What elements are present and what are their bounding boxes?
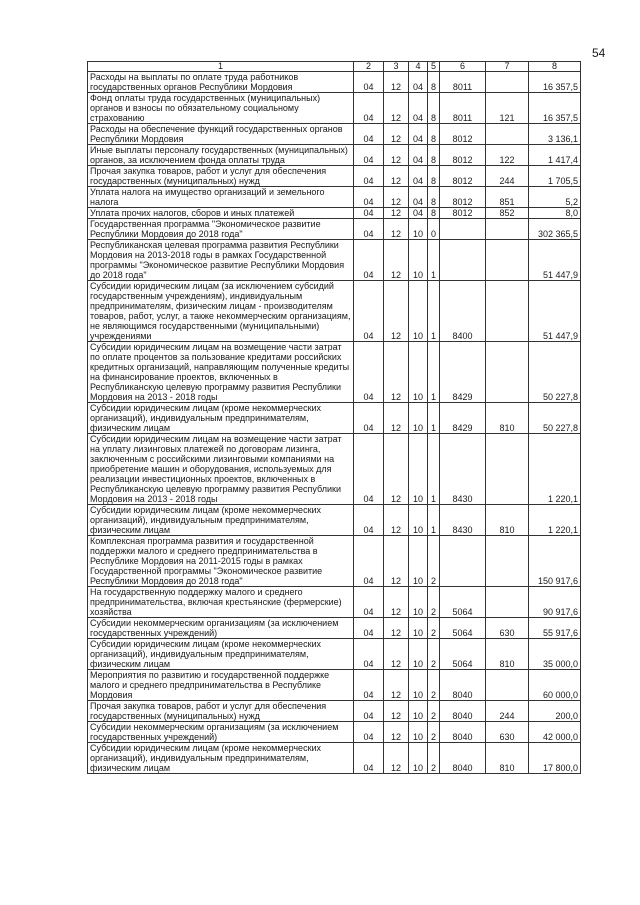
row-amount: 1 417,4: [529, 145, 581, 166]
row-code-7: [486, 72, 529, 93]
col-header-2: 2: [354, 62, 384, 72]
table-row: [88, 342, 581, 403]
row-code-2: 04: [354, 587, 384, 618]
row-code-3: 12: [384, 434, 409, 505]
row-code-2: 04: [354, 434, 384, 505]
row-code-4: 04: [409, 145, 428, 166]
row-code-4: 10: [409, 722, 428, 743]
row-code-7: [486, 342, 529, 403]
budget-table: [87, 61, 581, 774]
row-code-6: 8011: [440, 93, 486, 124]
row-code-4: 10: [409, 670, 428, 701]
row-code-7: 810: [486, 639, 529, 670]
row-code-7: [486, 670, 529, 701]
row-code-4: 04: [409, 208, 428, 219]
row-code-2: 04: [354, 536, 384, 587]
row-code-2: 04: [354, 72, 384, 93]
row-code-7: [486, 536, 529, 587]
row-code-2: 04: [354, 145, 384, 166]
row-code-2: 04: [354, 208, 384, 219]
row-amount: 5,2: [529, 187, 581, 208]
row-code-3: 12: [384, 145, 409, 166]
row-code-5: 2: [428, 670, 440, 701]
row-code-3: 12: [384, 93, 409, 124]
row-name: Государственная программа "Экономическое развитие Республики Мордовия до 2018 года": [88, 219, 354, 240]
row-code-4: 10: [409, 434, 428, 505]
row-code-4: 04: [409, 124, 428, 145]
row-code-2: 04: [354, 93, 384, 124]
table-row: [88, 208, 581, 219]
row-code-4: 10: [409, 618, 428, 639]
table-row: [88, 743, 581, 774]
row-name: Мероприятия по развитию и государственной поддержке малого и среднего предпринимательства в Республике Мордовия: [88, 670, 354, 701]
row-amount: 200,0: [529, 701, 581, 722]
row-amount: 8,0: [529, 208, 581, 219]
row-code-4: 10: [409, 536, 428, 587]
row-code-3: 12: [384, 587, 409, 618]
row-name: Уплата налога на имущество организаций и земельного налога: [88, 187, 354, 208]
row-code-6: 5064: [440, 587, 486, 618]
col-header-7: 7: [486, 62, 529, 72]
row-code-5: 8: [428, 93, 440, 124]
row-code-2: 04: [354, 701, 384, 722]
row-code-4: 10: [409, 639, 428, 670]
row-code-6: 5064: [440, 618, 486, 639]
page-number: 54: [592, 46, 606, 60]
row-code-6: 8012: [440, 208, 486, 219]
row-amount: 150 917,6: [529, 536, 581, 587]
row-code-5: 1: [428, 342, 440, 403]
row-code-6: 8012: [440, 187, 486, 208]
row-code-6: 8429: [440, 342, 486, 403]
row-code-6: 5064: [440, 639, 486, 670]
row-code-3: 12: [384, 639, 409, 670]
row-code-2: 04: [354, 166, 384, 187]
row-code-4: 04: [409, 93, 428, 124]
table-row: [88, 505, 581, 536]
row-amount: 16 357,5: [529, 93, 581, 124]
table-row: [88, 187, 581, 208]
row-code-6: 8400: [440, 281, 486, 342]
row-code-5: 8: [428, 166, 440, 187]
row-code-3: 12: [384, 722, 409, 743]
row-code-6: 8040: [440, 743, 486, 774]
row-name: Прочая закупка товаров, работ и услуг для обеспечения государственных (муниципальных) нужд: [88, 166, 354, 187]
row-code-5: 2: [428, 743, 440, 774]
row-code-7: 810: [486, 403, 529, 434]
row-name: Расходы на выплаты по оплате труда работников государственных органов Республики Мордовия: [88, 72, 354, 93]
row-code-7: [486, 281, 529, 342]
row-code-4: 04: [409, 166, 428, 187]
row-amount: 51 447,9: [529, 281, 581, 342]
row-code-5: 8: [428, 208, 440, 219]
row-name: Комплексная программа развития и государственной поддержки малого и среднего предпринимательства в Республике Мордовия на 2011-2015 годы в рамках Государственной программы "Экономическое развитие Республики Мордовия до 2018 года": [88, 536, 354, 587]
row-code-5: 1: [428, 434, 440, 505]
row-code-5: 1: [428, 403, 440, 434]
row-code-3: 12: [384, 743, 409, 774]
table-row: [88, 618, 581, 639]
row-code-4: 10: [409, 743, 428, 774]
row-code-5: 8: [428, 145, 440, 166]
row-amount: 1 220,1: [529, 505, 581, 536]
row-code-2: 04: [354, 124, 384, 145]
table-row: [88, 587, 581, 618]
table-row: [88, 219, 581, 240]
row-name: Субсидии юридическим лицам на возмещение части затрат по оплате процентов за пользование кредитами российских кредитных организаций, направляющим полученные кредиты на финансирование проектов, включенных в Республиканскую целевую программу развития Республики Мордовия на 2013 - 2018 годы: [88, 342, 354, 403]
table-row: [88, 670, 581, 701]
row-code-6: 8040: [440, 701, 486, 722]
table-row: [88, 93, 581, 124]
row-amount: 42 000,0: [529, 722, 581, 743]
row-code-7: [486, 587, 529, 618]
table-row: [88, 403, 581, 434]
row-amount: 50 227,8: [529, 403, 581, 434]
row-code-6: 8012: [440, 166, 486, 187]
row-amount: 50 227,8: [529, 342, 581, 403]
table-row: [88, 434, 581, 505]
row-code-5: 2: [428, 536, 440, 587]
row-name: Прочая закупка товаров, работ и услуг для обеспечения государственных (муниципальных) нужд: [88, 701, 354, 722]
row-code-3: 12: [384, 281, 409, 342]
row-code-3: 12: [384, 124, 409, 145]
row-amount: 1 705,5: [529, 166, 581, 187]
row-amount: 90 917,6: [529, 587, 581, 618]
row-code-7: 810: [486, 743, 529, 774]
row-code-7: [486, 124, 529, 145]
row-code-5: 8: [428, 72, 440, 93]
row-code-5: 2: [428, 701, 440, 722]
row-amount: 51 447,9: [529, 240, 581, 281]
row-code-4: 10: [409, 403, 428, 434]
col-header-3: 3: [384, 62, 409, 72]
row-code-3: 12: [384, 670, 409, 701]
row-code-6: 8430: [440, 434, 486, 505]
row-code-6: 8011: [440, 72, 486, 93]
row-code-5: 8: [428, 187, 440, 208]
row-amount: 55 917,6: [529, 618, 581, 639]
row-code-2: 04: [354, 722, 384, 743]
row-code-7: 244: [486, 701, 529, 722]
row-code-3: 12: [384, 403, 409, 434]
row-name: Субсидии юридическим лицам (кроме некоммерческих организаций), индивидуальным предпринимателям, физическим лицам: [88, 403, 354, 434]
row-amount: 60 000,0: [529, 670, 581, 701]
col-header-4: 4: [409, 62, 428, 72]
row-code-3: 12: [384, 166, 409, 187]
row-code-3: 12: [384, 219, 409, 240]
row-code-2: 04: [354, 219, 384, 240]
row-code-2: 04: [354, 342, 384, 403]
row-name: Субсидии юридическим лицам (кроме некоммерческих организаций), индивидуальным предпринимателям, физическим лицам: [88, 505, 354, 536]
row-code-2: 04: [354, 618, 384, 639]
row-code-6: [440, 219, 486, 240]
col-header-6: 6: [440, 62, 486, 72]
row-code-7: [486, 219, 529, 240]
row-name: Субсидии юридическим лицам (кроме некоммерческих организаций), индивидуальным предпринимателям, физическим лицам: [88, 743, 354, 774]
row-code-3: 12: [384, 505, 409, 536]
row-code-5: 8: [428, 124, 440, 145]
row-amount: 16 357,5: [529, 72, 581, 93]
table-row: [88, 72, 581, 93]
row-code-5: 1: [428, 505, 440, 536]
row-code-3: 12: [384, 536, 409, 587]
row-amount: 1 220,1: [529, 434, 581, 505]
row-code-6: [440, 240, 486, 281]
table-row: [88, 701, 581, 722]
row-code-6: 8430: [440, 505, 486, 536]
row-name: На государственную поддержку малого и среднего предпринимательства, включая крестьянские (фермерские) хозяйства: [88, 587, 354, 618]
row-code-6: 8429: [440, 403, 486, 434]
table-row: [88, 240, 581, 281]
row-code-2: 04: [354, 240, 384, 281]
row-name: Субсидии юридическим лицам (за исключением субсидий государственным учреждениям), индивидуальным предпринимателям, физическим лицам - производителям товаров, работ, услуг, а также некоммерческим организациям, не являющимся государственными (муниципальными) учреждениями: [88, 281, 354, 342]
row-name: Иные выплаты персоналу государственных (муниципальных) органов, за исключением фонда оплаты труда: [88, 145, 354, 166]
row-code-5: 0: [428, 219, 440, 240]
row-code-4: 10: [409, 281, 428, 342]
row-name: Субсидии некоммерческим организациям (за исключением государственных учреждений): [88, 618, 354, 639]
row-code-7: 630: [486, 618, 529, 639]
row-amount: 3 136,1: [529, 124, 581, 145]
row-code-6: 8012: [440, 145, 486, 166]
table-row: [88, 166, 581, 187]
table-row: [88, 639, 581, 670]
row-name: Субсидии некоммерческим организациям (за исключением государственных учреждений): [88, 722, 354, 743]
row-code-6: 8040: [440, 722, 486, 743]
row-code-4: 10: [409, 240, 428, 281]
col-header-5: 5: [428, 62, 440, 72]
row-code-3: 12: [384, 208, 409, 219]
row-code-4: 10: [409, 701, 428, 722]
row-code-4: 04: [409, 72, 428, 93]
row-name: Фонд оплаты труда государственных (муниципальных) органов и взносы по обязательному социальному страхованию: [88, 93, 354, 124]
table-row: [88, 536, 581, 587]
row-code-5: 1: [428, 281, 440, 342]
row-code-2: 04: [354, 403, 384, 434]
row-code-7: 122: [486, 145, 529, 166]
row-code-5: 2: [428, 587, 440, 618]
row-name: Уплата прочих налогов, сборов и иных платежей: [88, 208, 354, 219]
row-code-7: 121: [486, 93, 529, 124]
row-code-4: 04: [409, 187, 428, 208]
row-code-6: 8012: [440, 124, 486, 145]
row-code-5: 2: [428, 722, 440, 743]
row-code-2: 04: [354, 281, 384, 342]
row-code-3: 12: [384, 187, 409, 208]
table-header-row: [88, 62, 581, 72]
row-code-4: 10: [409, 587, 428, 618]
row-code-7: 810: [486, 505, 529, 536]
table-body: [88, 72, 581, 774]
row-name: Республиканская целевая программа развития Республики Мордовия на 2013-2018 годы в рамках Государственной программы "Экономическое развитие Республики Мордовия до 2018 года": [88, 240, 354, 281]
row-name: Субсидии юридическим лицам на возмещение части затрат на уплату лизинговых платежей по договорам лизинга, заключенным с российскими лизинговыми компаниями на приобретение машин и оборудования, используемых для реализации инвестиционных проектов, включенных в Республиканскую целевую программу развития Республики Мордовия на 2013 - 2018 годы: [88, 434, 354, 505]
col-header-1: 1: [88, 62, 354, 72]
col-header-8: 8: [529, 62, 581, 72]
row-code-5: 1: [428, 240, 440, 281]
row-code-5: 2: [428, 639, 440, 670]
row-code-3: 12: [384, 701, 409, 722]
row-code-2: 04: [354, 670, 384, 701]
row-code-7: 852: [486, 208, 529, 219]
row-amount: 35 000,0: [529, 639, 581, 670]
row-code-4: 10: [409, 505, 428, 536]
row-code-5: 2: [428, 618, 440, 639]
row-code-2: 04: [354, 505, 384, 536]
row-name: Расходы на обеспечение функций государственных органов Республики Мордовия: [88, 124, 354, 145]
row-code-3: 12: [384, 342, 409, 403]
row-code-7: [486, 434, 529, 505]
row-amount: 302 365,5: [529, 219, 581, 240]
row-code-2: 04: [354, 639, 384, 670]
row-code-7: 851: [486, 187, 529, 208]
row-code-4: 10: [409, 342, 428, 403]
row-code-4: 10: [409, 219, 428, 240]
row-code-2: 04: [354, 187, 384, 208]
row-code-3: 12: [384, 72, 409, 93]
row-code-2: 04: [354, 743, 384, 774]
row-name: Субсидии юридическим лицам (кроме некоммерческих организаций), индивидуальным предпринимателям, физическим лицам: [88, 639, 354, 670]
row-code-3: 12: [384, 618, 409, 639]
table-row: [88, 145, 581, 166]
table-row: [88, 124, 581, 145]
row-code-3: 12: [384, 240, 409, 281]
row-code-6: [440, 536, 486, 587]
row-code-7: [486, 240, 529, 281]
row-amount: 17 800,0: [529, 743, 581, 774]
table-row: [88, 281, 581, 342]
row-code-7: 630: [486, 722, 529, 743]
table-row: [88, 722, 581, 743]
row-code-7: 244: [486, 166, 529, 187]
row-code-6: 8040: [440, 670, 486, 701]
